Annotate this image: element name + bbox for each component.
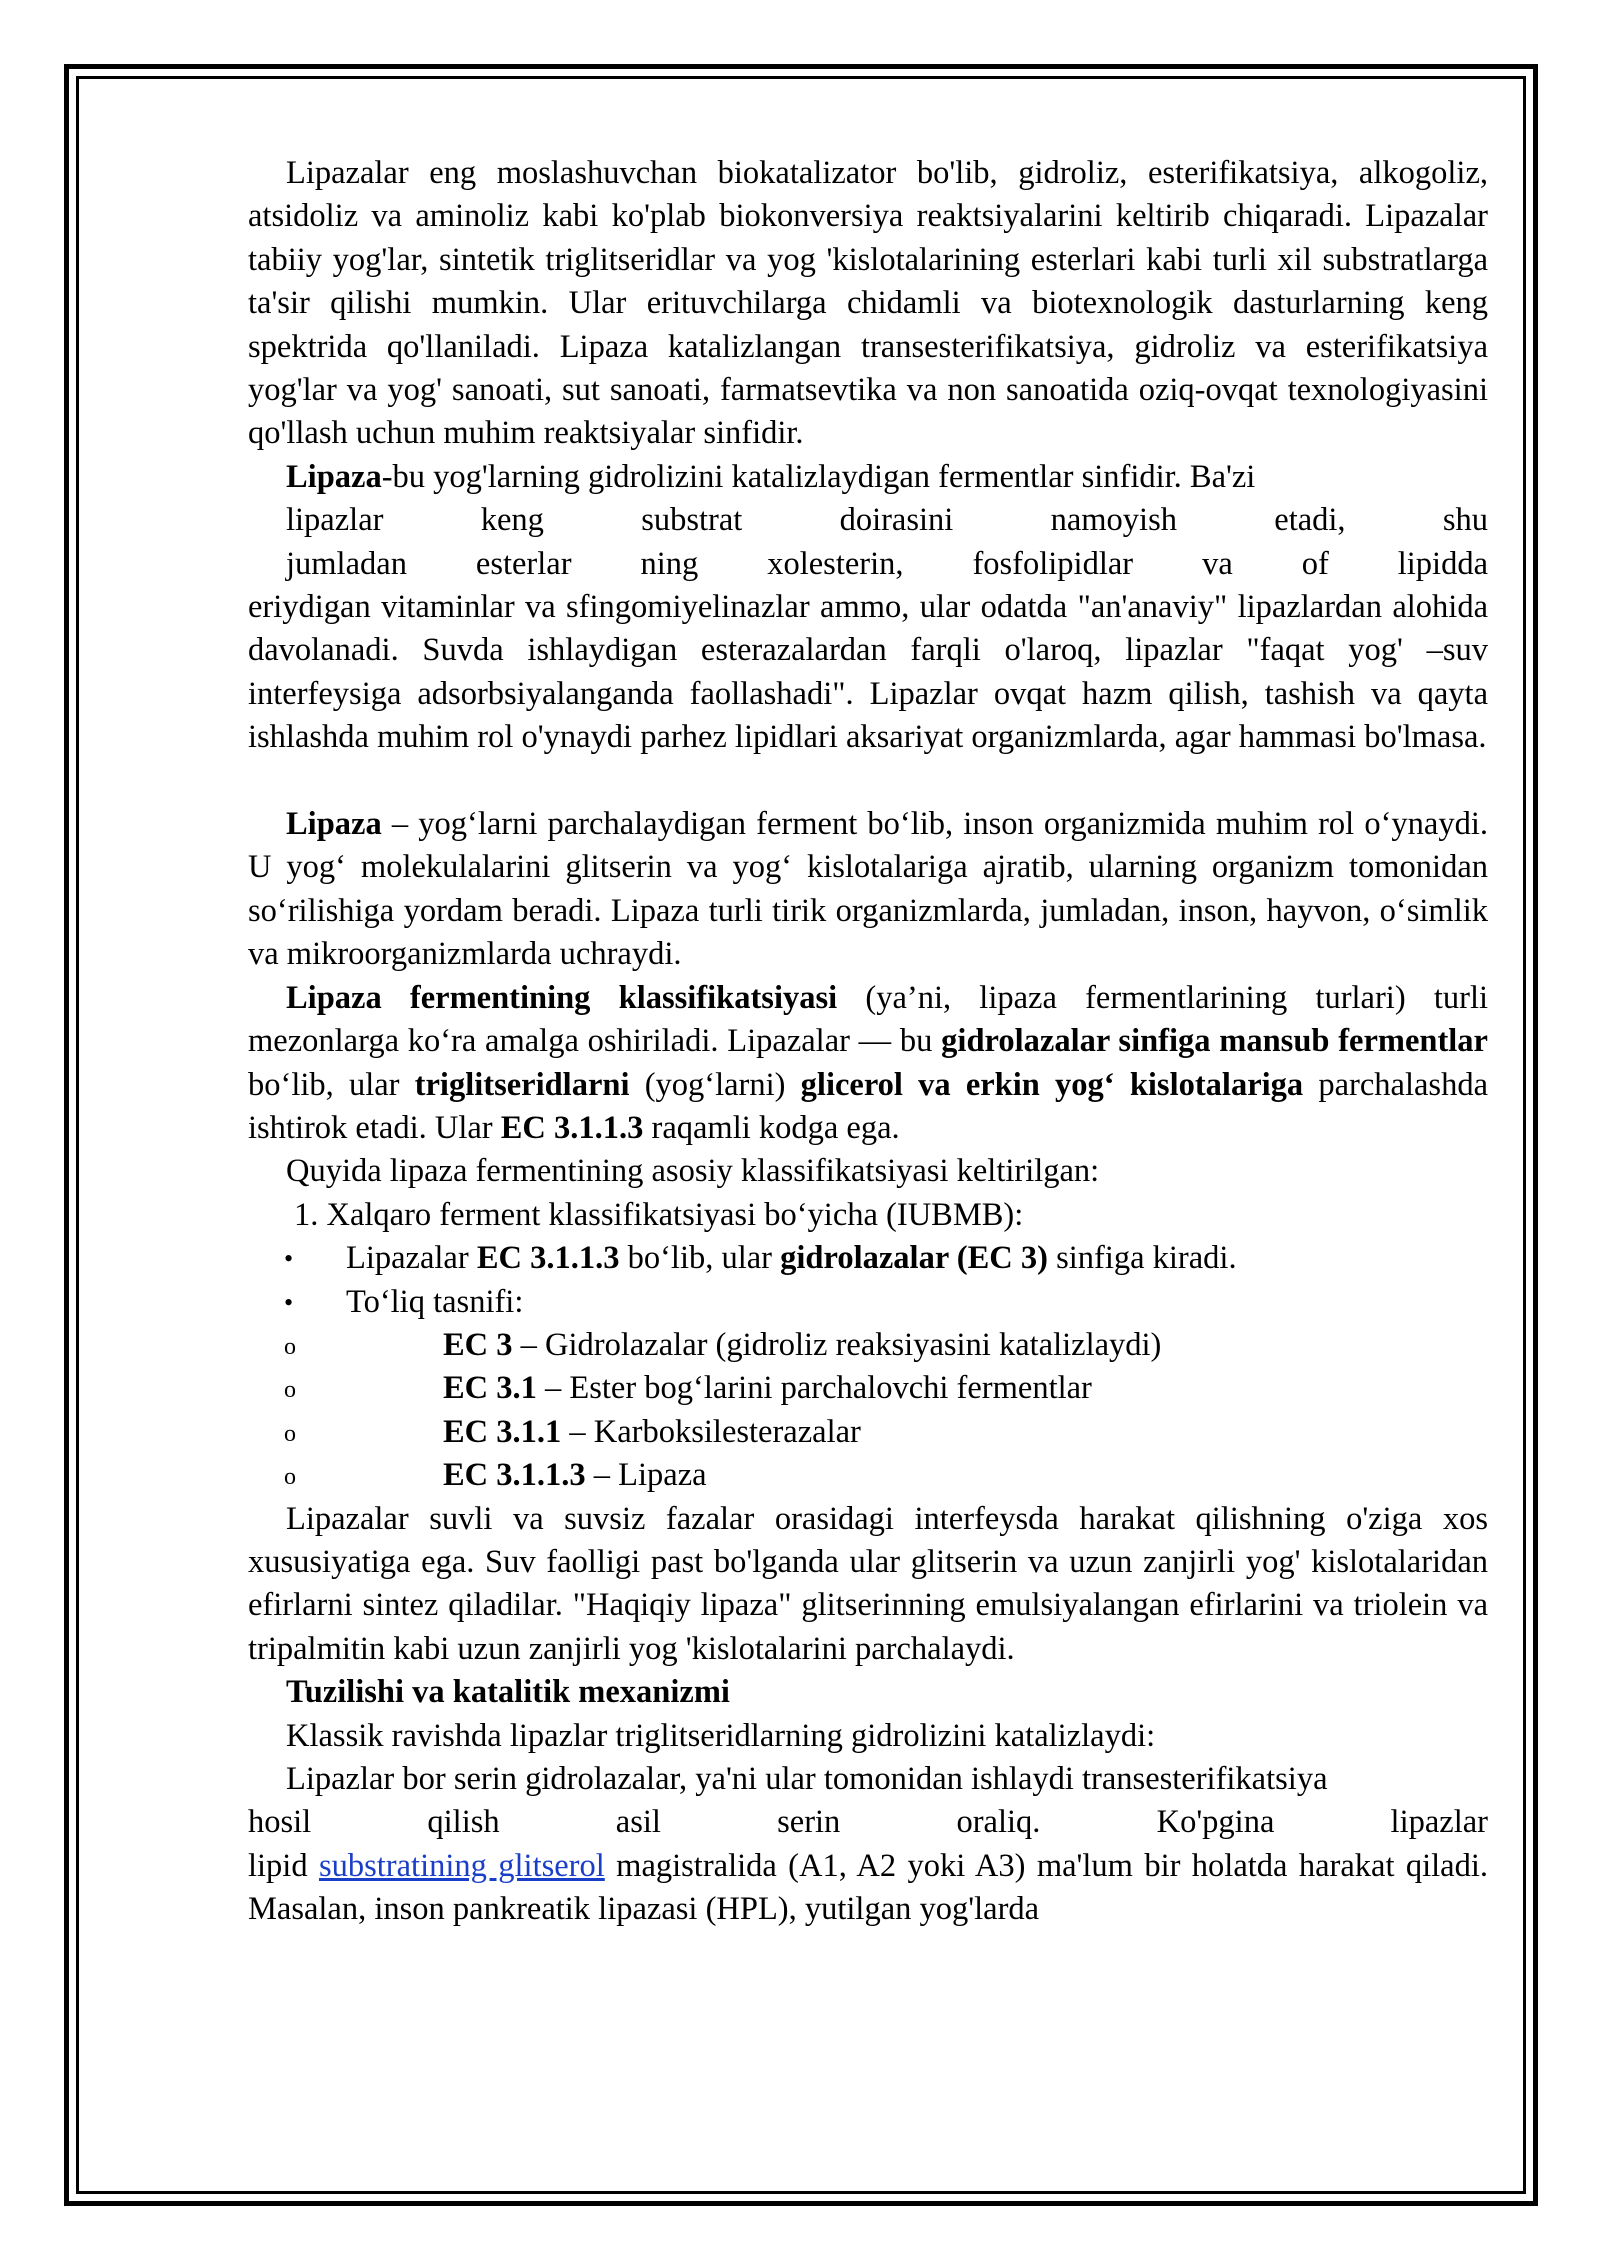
link-substrate-glycerol[interactable]: substratining glitserol xyxy=(318,1847,605,1884)
term-lipaza: Lipaza xyxy=(286,458,382,495)
paragraph-interface-activity: Lipazalar suvli va suvsiz fazalar orasidagi interfeysda harakat qilishning o'ziga xos xususiyatiga ega. Suv faolligi past bo'lganda ular glitserin va uzun zanjirli yog' kislotalaridan efirlarni sintez qiladilar. "Haqiqiy lipaza" glitserinning emulsiyalangan efirlarini va triolein va tripalmitin kabi uzun zanjirli yog 'kislotalarini parchalaydi. xyxy=(248,1500,1488,1667)
section-heading-structure: Tuzilishi va katalitik mexanizmi xyxy=(286,1674,730,1711)
sub-bullet-marker: o xyxy=(284,1333,296,1360)
sub-item-ec3-1: o EC 3.1 – Ester bog‘larini parchalovchi fermentlar xyxy=(248,1367,1488,1410)
sub-bullet-marker: o xyxy=(284,1377,296,1404)
document-body xyxy=(248,152,1488,1932)
sub-item-ec3-1-1: o EC 3.1.1 – Karboksilesterazalar xyxy=(248,1411,1488,1454)
paragraph-classification: Lipaza fermentining klassifikatsiyasi (ya’ni, lipaza fermentlarining turlari) turli mezonlarga ko‘ra amalga oshiriladi. Lipazalar — bu gidrolazalar sinfiga mansub fermentlar bo‘lib, ular triglitseridlarni (yog‘larni) glicerol va erkin yog‘ kislotalariga parchalashda ishtirok etadi. Ular EC 3.1.1.3 raqamli kodga ega. xyxy=(248,979,1488,1146)
paragraph-lipase-definition: Lipaza-bu yog'larning gidrolizini katalizlaydigan fermentlar sinfidir. Ba'zi lipazlar keng substrat doirasini namoyish etadi, shu jumladan esterlar ning xolesterin, fosfolipidlar va of lipidda eriydigan vitaminlar va sfingomiyelinazlar ammo, ular odatda "an'anaviy" lipazlardan alohida davolanadi. Suvda ishlaydigan esterazalardan farqli o'laroq, lipazlar "faqat yog' –suv interfeysiga adsorbsiyalanganda faollashadi". Lipazlar ovqat hazm qilish, tashish va qayta ishlashda muhim rol o'ynaydi parhez lipidlari aksariyat organizmlarda, agar hammasi bo'lmasa. xyxy=(248,458,1488,756)
term-lipaza-2: Lipaza xyxy=(286,806,382,843)
bullet-item-full-classification: • To‘liq tasnifi: xyxy=(248,1281,1488,1324)
sub-bullet-marker: o xyxy=(284,1420,296,1447)
sub-item-ec3-1-1-3: o EC 3.1.1.3 – Lipaza xyxy=(248,1454,1488,1497)
paragraph-lipase-role: Lipaza – yog‘larni parchalaydigan ferment bo‘lib, inson organizmida muhim rol o‘ynaydi. U yog‘ molekulalarini glitserin va yog‘ kislotalariga ajratib, ularning organizm tomonidan so‘rilishiga yordam beradi. Lipaza turli tirik organizmlarda, jumladan, inson, hayvon, o‘simlik va mikroorganizmlarda uchraydi. xyxy=(248,806,1488,973)
bullet-item-ec-code: • Lipazalar EC 3.1.1.3 bo‘lib, ular gidrolazalar (EC 3) sinfiga kiradi. xyxy=(248,1237,1488,1280)
paragraph-classic-hydrolysis: Klassik ravishda lipazlar triglitseridlarning gidrolizini katalizlaydi: xyxy=(286,1717,1156,1754)
paragraph-serine-hydrolase: Lipazlar bor serin gidrolazalar, ya'ni ular tomonidan ishlaydi transesterifikatsiya hosil qilish asil serin oraliq. Ko'pgina lipazlar lipid substratining glitserol magistralida (A1, A2 yoki A3) ma'lum bir holatda harakat qiladi. Masalan, inson pankreatik lipazasi (HPL), yutilgan yog'larda xyxy=(248,1761,1488,1928)
blank-line xyxy=(248,760,1488,803)
bullet-marker: • xyxy=(284,1244,294,1274)
numbered-item-iubmb: 1. Xalqaro ferment klassifikatsiyasi bo‘yicha (IUBMB): xyxy=(294,1196,1024,1233)
paragraph-lipase-intro: Lipazalar eng moslashuvchan biokatalizator bo'lib, gidroliz, esterifikatsiya, alkogoliz, atsidoliz va aminoliz kabi ko'plab biokonversiya reaktsiyalarini keltirib chiqaradi. Lipazalar tabiiy yog'lar, sintetik triglitseridlar va yog 'kislotalarining esterlari kabi turli xil substratlarga ta'sir qilishi mumkin. Ular erituvchilarga chidamli va biotexnologik dasturlarning keng spektrida qo'llaniladi. Lipaza katalizlangan transesterifikatsiya, gidroliz va esterifikatsiya yog'lar va yog' sanoati, sut sanoati, farmatsevtika va non sanoatida oziq-ovqat texnologiyasini qo'llash uchun muhim reaktsiyalar sinfidir. xyxy=(248,155,1488,452)
paragraph-classification-intro: Quyida lipaza fermentining asosiy klassifikatsiyasi keltirilgan: xyxy=(286,1153,1100,1190)
sub-item-ec3: o EC 3 – Gidrolazalar (gidroliz reaksiyasini katalizlaydi) xyxy=(248,1324,1488,1367)
sub-bullet-marker: o xyxy=(284,1464,296,1491)
bullet-marker: • xyxy=(284,1287,294,1317)
